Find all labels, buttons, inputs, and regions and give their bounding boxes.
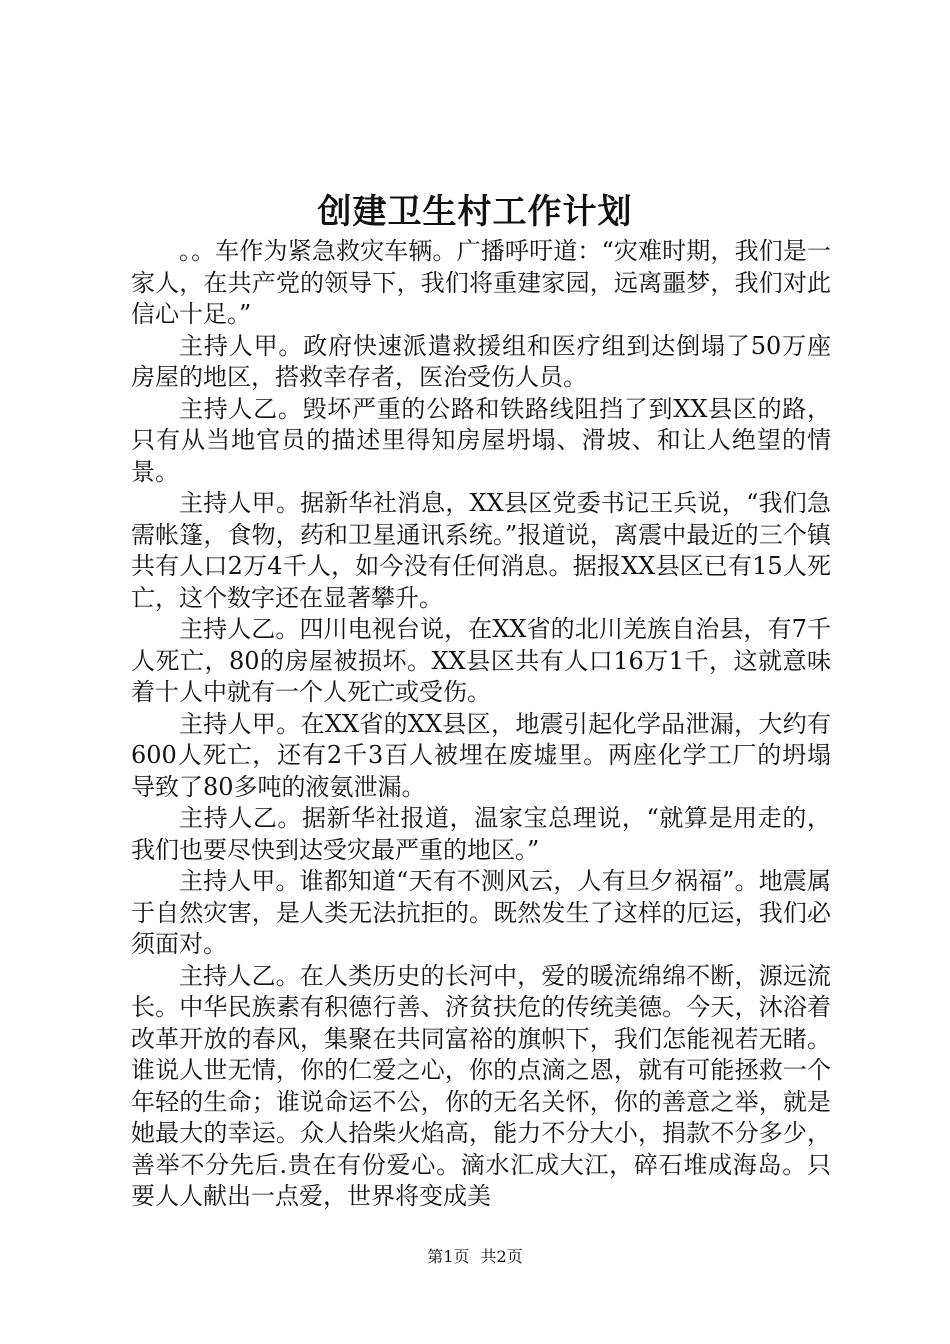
- page-total: 共2页: [480, 1247, 523, 1266]
- paragraph: 主持人乙。四川电视台说，在XX省的北川羌族自治县，有7千人死亡，80的房屋被损坏。XX县区共有人口16万1千，这就意味着十人中就有一个人死亡或受伤。: [131, 615, 831, 706]
- page-number: 第1页: [427, 1247, 470, 1266]
- page-footer: [0, 1244, 950, 1267]
- paragraph: 主持人乙。在人类历史的长河中，爱的暖流绵绵不断，源远流长。中华民族素有积德行善、济贫扶危的传统美德。今天，沐浴着改革开放的春风，集聚在共同富裕的旗帜下，我们怎能视若无睹。谁说人世无情，你的仁爱之心，你的点滴之恩，就有可能拯救一个年轻的生命；谁说命运不公，你的无名关怀，你的善意之举，就是她最大的幸运。众人拾柴火焰高，能力不分大小，捐款不分多少，善举不分先后.贵在有份爱心。滴水汇成大江，碎石堆成海岛。只要人人献出一点爱，世界将变成美: [131, 961, 831, 1210]
- paragraph: 主持人甲。政府快速派遣救援组和医疗组到达倒塌了50万座房屋的地区，搭救幸存者，医治受伤人员。: [131, 331, 831, 391]
- paragraph: 主持人甲。谁都知道“天有不测风云，人有旦夕祸福”。地震属于自然灾害，是人类无法抗拒的。既然发生了这样的厄运，我们必须面对。: [131, 867, 831, 958]
- paragraph: 主持人乙。毁坏严重的公路和铁路线阻挡了到XX县区的路，只有从当地官员的描述里得知房屋坍塌、滑坡、和让人绝望的情景。: [131, 394, 831, 486]
- paragraph: 。。车作为紧急救灾车辆。广播呼吁道：“灾难时期，我们是一家人，在共产党的领导下，我们将重建家园，远离噩梦，我们对此信心十足。”: [131, 237, 831, 328]
- paragraph: 主持人甲。在XX省的XX县区，地震引起化学品泄漏，大约有600人死亡，还有2千3百人被埋在废墟里。两座化学工厂的坍塌导致了80多吨的液氨泄漏。: [131, 709, 831, 801]
- document-body: [131, 236, 831, 1213]
- paragraph: 主持人乙。据新华社报道，温家宝总理说，“就算是用走的，我们也要尽快到达受灾最严重的地区。”: [131, 804, 831, 864]
- document-title: 创建卫生村工作计划: [317, 192, 633, 232]
- paragraph: 主持人甲。据新华社消息，XX县区党委书记王兵说，“我们急需帐篷，食物，药和卫星通讯系统。”报道说，离震中最近的三个镇共有人口2万4千人，如今没有任何消息。据报XX县区已有15人死亡，这个数字还在显著攀升。: [131, 489, 831, 612]
